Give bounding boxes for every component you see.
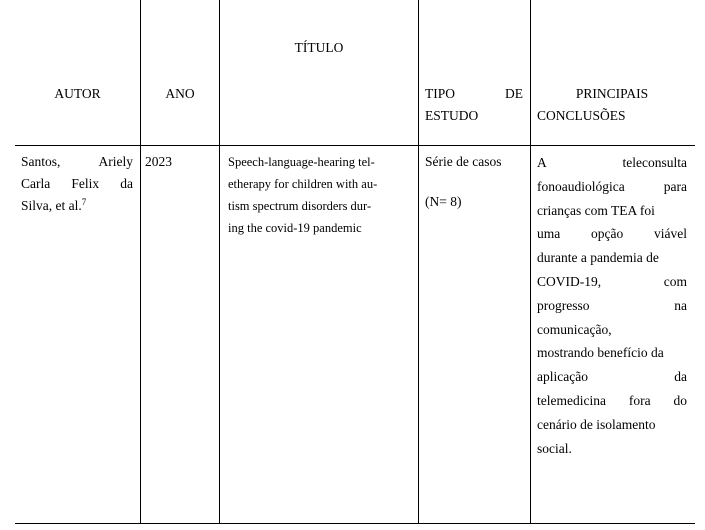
header-tipo-de-estudo: TIPO DE ESTUDO: [425, 86, 523, 123]
reference-superscript: 7: [81, 197, 87, 207]
titulo-line: tism spectrum disorders dur-: [228, 199, 372, 213]
cell-titulo: [228, 151, 414, 239]
column-divider: [530, 0, 531, 523]
header-autor: AUTOR: [54, 86, 101, 101]
titulo-line: Speech-language-hearing tel-: [228, 155, 375, 169]
cell-tipo-de-estudo: Série de casos (N= 8): [425, 154, 502, 209]
header-bottom-rule: [15, 145, 695, 146]
table-bottom-rule: [15, 523, 695, 524]
titulo-line: etherapy for children with au-: [228, 177, 378, 191]
cell-ano: 2023: [145, 154, 172, 169]
header-titulo: TÍTULO: [294, 40, 344, 55]
header-ano: ANO: [165, 86, 195, 101]
column-divider: [140, 0, 141, 523]
titulo-line: ing the covid-19 pandemic: [228, 221, 362, 235]
cell-autor: Santos, Ariely Carla Felix da Silva, et al.$^7$: [21, 154, 133, 213]
cell-principais-conclusoes: A teleconsulta fonoaudiológica para crianças com TEA foi uma opção viável durante a pandemia de COVID-19, com progresso na comunicação, mostrando benefício da aplicação da telemedicina fora do cenário de isolamento social.: [537, 155, 687, 456]
column-divider: [219, 0, 220, 523]
column-divider: [418, 0, 419, 523]
header-principais-conclusoes: PRINCIPAIS CONCLUSÕES: [537, 86, 649, 123]
